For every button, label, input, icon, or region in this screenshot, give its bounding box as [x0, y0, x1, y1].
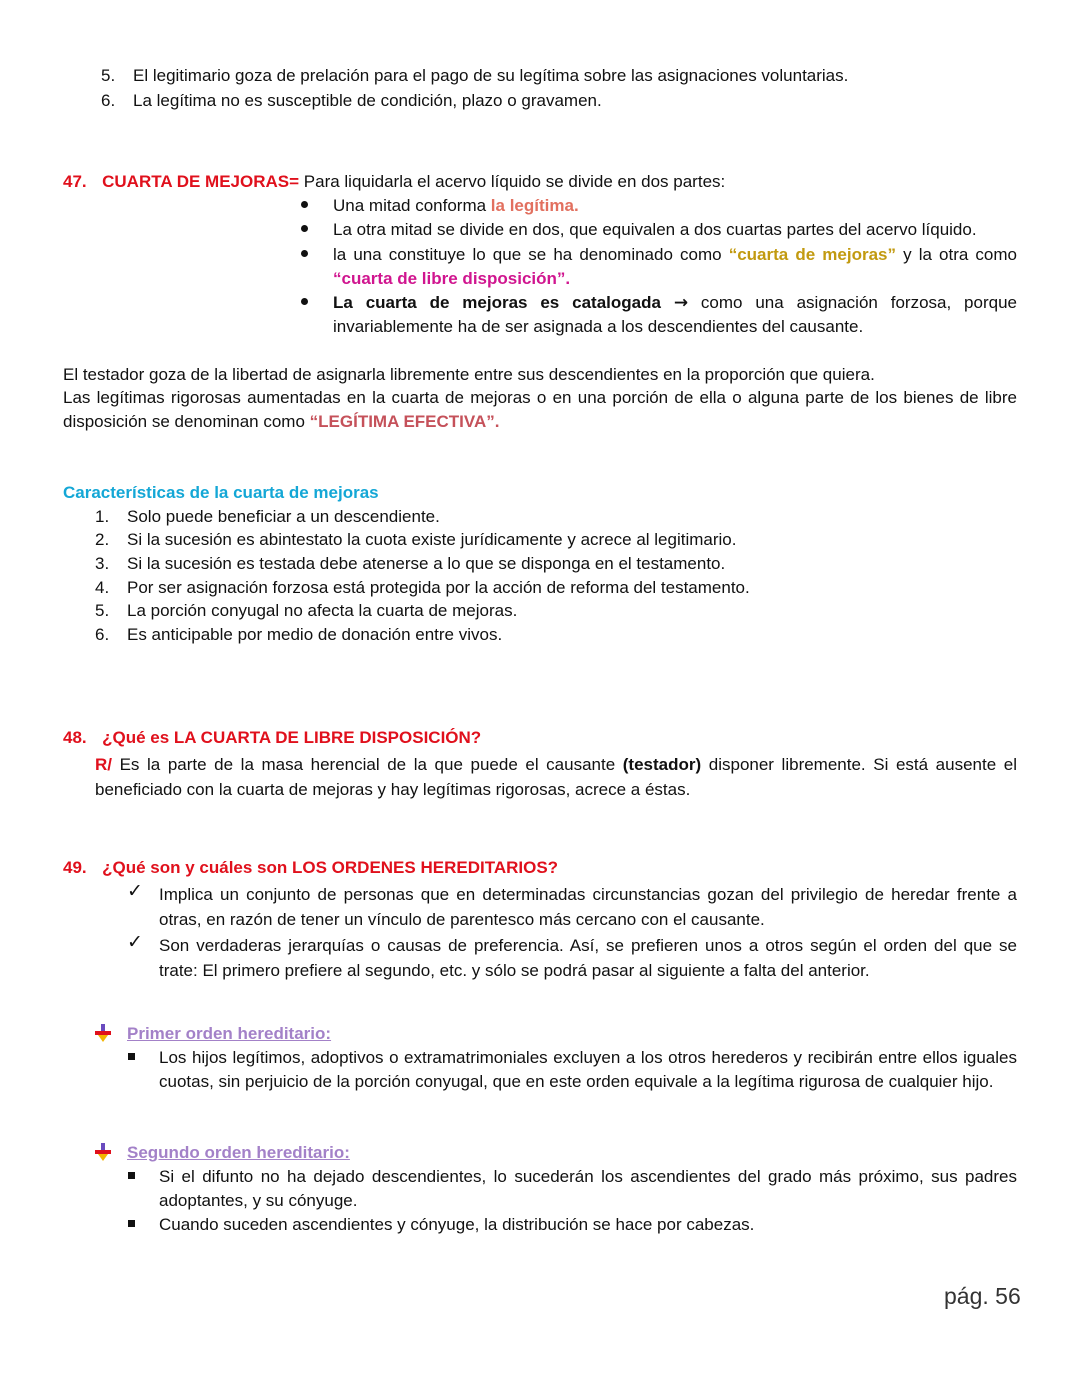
- section-title: ¿Qué es LA CUARTA DE LIBRE DISPOSICIÓN?: [102, 728, 482, 747]
- bullet-item: Una mitad conforma la legítima.: [333, 196, 579, 215]
- square-bullet-icon: [128, 1172, 135, 1179]
- checkmark-icon: ✓: [127, 880, 143, 902]
- square-bullet-icon: [128, 1220, 135, 1227]
- list-item: La legítima no es susceptible de condición, plazo o gravamen.: [133, 91, 602, 110]
- cross-arrow-icon: [94, 1024, 112, 1042]
- subsection-title: Características de la cuarta de mejoras: [63, 483, 379, 502]
- cuarta-mejoras-highlight: “cuarta de mejoras”: [728, 245, 896, 264]
- list-item: Cuando suceden ascendientes y cónyuge, la distribución se hace por cabezas.: [159, 1215, 755, 1234]
- list-number: 6.: [101, 91, 116, 110]
- list-number: 5.: [101, 66, 116, 85]
- answer-paragraph: R/ Es la parte de la masa herencial de la que puede el causante (testador) disponer libremente. Si está ausente el beneficiado con la cuarta de mejoras y hay legítimas rigorosas, acrece a éstas.: [95, 755, 1017, 799]
- page-number: pág. 56: [944, 1283, 1021, 1309]
- list-item: Si la sucesión es abintestato la cuota existe jurídicamente y acrece al legitimario.: [127, 530, 737, 549]
- bullet-icon: [301, 225, 308, 232]
- primer-orden-title: Primer orden hereditario:: [127, 1024, 332, 1043]
- section-49-heading: [63, 856, 1023, 880]
- check-item: Implica un conjunto de personas que en determinadas circunstancias gozan del privilegio de heredar frente a otras, en razón de tener un vínculo de parentesco más cercano con el causante.: [159, 885, 1017, 929]
- section-intro: Para liquidarla el acervo líquido se divide en dos partes:: [299, 172, 726, 191]
- bullet-icon: [301, 201, 308, 208]
- paragraph: El testador goza de la libertad de asignarla libremente entre sus descendientes en la proporción que quiera.: [63, 365, 875, 384]
- cross-arrow-icon: [94, 1143, 112, 1161]
- section-47-heading: [63, 170, 1023, 194]
- section-title: CUARTA DE MEJORAS=: [102, 172, 300, 191]
- checkmark-icon: ✓: [127, 931, 143, 953]
- answer-marker: R/: [95, 755, 112, 774]
- section-48-heading: [63, 726, 1023, 750]
- bullet-item: La otra mitad se divide en dos, que equivalen a dos cuartas partes del acervo líquido.: [333, 220, 977, 239]
- list-item: Si la sucesión es testada debe atenerse a lo que se disponga en el testamento.: [127, 554, 726, 573]
- list-item: La porción conyugal no afecta la cuarta de mejoras.: [127, 601, 518, 620]
- list-item: Por ser asignación forzosa está protegida por la acción de reforma del testamento.: [127, 578, 750, 597]
- list-item: Es anticipable por medio de donación entre vivos.: [127, 625, 503, 644]
- bullet-item: la una constituye lo que se ha denominado como “cuarta de mejoras” y la otra como “cuarta de libre disposición”.: [333, 245, 1018, 288]
- segundo-orden-title: Segundo orden hereditario:: [127, 1143, 350, 1162]
- section-number: 47.: [63, 172, 87, 191]
- legitima-highlight: la legítima.: [490, 196, 579, 215]
- list-item: Los hijos legítimos, adoptivos o extramatrimoniales excluyen a los otros herederos y recibirán entre ellos iguales cuotas, sin perjuicio de la porción conyugal, que en este orden equivale a la legítima rigurosa de cualquier hijo.: [159, 1048, 1017, 1091]
- bullet-icon: [301, 298, 308, 305]
- paragraph: Las legítimas rigorosas aumentadas en la cuarta de mejoras o en una porción de ella o alguna parte de los bienes de libre disposición se denominan como “LEGÍTIMA EFECTIVA”.: [63, 388, 1017, 431]
- arrow-right-icon: →: [673, 293, 689, 313]
- section-number: 48.: [63, 728, 87, 747]
- check-item: Son verdaderas jerarquías o causas de preferencia. Así, se prefieren unos a otros según el orden del que se trate: El primero prefiere al segundo, etc. y sólo se podrá pasar al siguiente a falta del anterior.: [159, 936, 1017, 980]
- bullet-item: La cuarta de mejoras es catalogada → como una asignación forzosa, porque invariablemente ha de ser asignada a los descendientes del causante.: [333, 293, 1017, 336]
- square-bullet-icon: [128, 1053, 135, 1060]
- document-page: 5. El legitimario goza de prelación para el pago de su legítima sobre las asignaciones voluntarias. 6. La legítima no es susceptible de condición, plazo o gravamen. 47. CUARTA DE MEJORAS= Para liquidarla el acervo líquido se divide en dos partes: Una mitad conforma la legítima. La otra mitad se divide en dos, que equivalen a dos cuartas partes del acervo líquido. la una constituye lo que se ha denominado como “cuarta de mejoras” y la otra como “cuarta de libre disposición”. La cuarta de mejoras es catalogada → como una asignación forzosa, porque invariablemente ha de ser asignada a los descendientes del causante. El testador goza de la libertad de asignarla libremente entre sus descendientes en la proporción que quiera. Las legítimas rigorosas aumentadas en la cuarta de mejoras o en una porción de ella o alguna parte de los bienes de libre disposición se denominan como “LEGÍTIMA EFECTIVA”. Características de la cuarta de mejoras 1. Solo puede beneficiar a un descendiente. 2. Si la sucesión es abintestato la cuota existe jurídicamente y acrece al legitimario. 3. Si la sucesión es testada debe atenerse a lo que se disponga en el testamento. 4. Por ser asignación forzosa está protegida por la acción de reforma del testamento. 5. La porción conyugal no afecta la cuarta de mejoras. 6. Es anticipable por medio de donación entre vivos. 48. ¿Qué es LA CUARTA DE LIBRE DISPOSICIÓN? R/ Es la parte de la masa herencial de la que puede el causante (testador) disponer libremente. Si está ausente el beneficiado con la cuarta de mejoras y hay legítimas rigorosas, acrece a éstas. 49. ¿Qué son y cuáles son LOS ORDENES HEREDITARIOS? ✓ Implica un conjunto de personas que en determinadas circunstancias gozan del privilegio de heredar frente a otras, en razón de tener un vínculo de parentesco más cercano con el causante. ✓ Son verdaderas jerarquías o causas de preferencia. Así, se prefieren unos a otros según el orden del que se trate: El primero prefiere al segundo, etc. y sólo se podrá pasar al siguiente a falta del anterior. Primer orden hereditario: Los hijos legítimos, adoptivos o extramatrimoniales excluyen a los otros herederos y recibirán entre ellos iguales cuotas, sin perjuicio de la porción conyugal, que en este orden equivale a la legítima rigurosa de cualquier hijo. Segundo orden hereditario: Si el difunto no ha dejado descendientes, lo sucederán los ascendientes del grado más próximo, sus padres adoptantes, y su cónyuge. Cuando suceden ascendientes y cónyuge, la distribución se hace por cabezas. pág. 56: [0, 0, 1080, 1397]
- section-number: 49.: [63, 858, 87, 877]
- list-item: Solo puede beneficiar a un descendiente.: [127, 507, 440, 526]
- list-item: Si el difunto no ha dejado descendientes, lo sucederán los ascendientes del grado más próximo, sus padres adoptantes, y su cónyuge.: [159, 1167, 1017, 1210]
- bullet-icon: [301, 250, 308, 257]
- libre-disposicion-highlight: “cuarta de libre disposición”.: [333, 269, 571, 288]
- section-title: ¿Qué son y cuáles son LOS ORDENES HEREDITARIOS?: [102, 858, 559, 877]
- list-item: El legitimario goza de prelación para el pago de su legítima sobre las asignaciones voluntarias.: [133, 66, 849, 85]
- legitima-efectiva-highlight: “LEGÍTIMA EFECTIVA”.: [309, 412, 500, 431]
